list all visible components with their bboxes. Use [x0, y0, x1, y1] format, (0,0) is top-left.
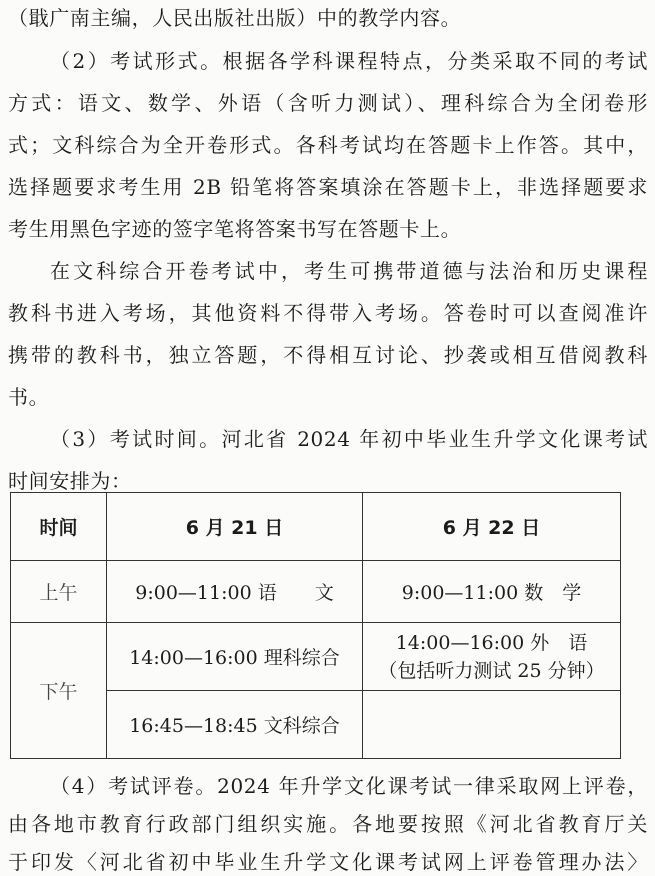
listening-test-note: （包括听力测试 25 分钟） [378, 659, 605, 682]
text-line: （2）考试形式。根据各学科课程特点，分类采取不同的考试 [50, 49, 648, 73]
text-line: 教科书进入考场，其他资料不得带入考场。答卷时可以查阅准许 [8, 301, 648, 325]
exam-schedule-table [10, 492, 621, 759]
text-line: 于印发〈河北省初中毕业生升学文化课考试网上评卷管理办法〉 [8, 850, 648, 874]
foreign-language-time: 14:00—16:00 外 语 [395, 631, 588, 654]
table-header-row [11, 493, 621, 561]
morning-label: 上午 [11, 561, 107, 623]
afternoon-day1-science: 14:00—16:00 理科综合 [107, 623, 363, 691]
text-line: （戢广南主编，人民出版社出版）中的教学内容。 [8, 6, 462, 30]
morning-day2-math: 9:00—11:00 数 学 [363, 561, 621, 623]
afternoon-day2-foreign-language [363, 623, 621, 691]
text-line: （4）考试评卷。2024 年升学文化课考试一律采取网上评卷， [50, 774, 648, 798]
text-line: 方式：语文、数学、外语（含听力测试）、理科综合为全闭卷形 [8, 91, 648, 115]
text-line: 式；文科综合为全开卷形式。各科考试均在答题卡上作答。其中， [8, 133, 648, 157]
text-line: 选择题要求考生用 2B 铅笔将答案填涂在答题卡上，非选择题要求 [8, 175, 648, 199]
text-line: 书。 [8, 385, 50, 409]
afternoon-day2-empty [363, 691, 621, 759]
afternoon-label: 下午 [11, 623, 107, 759]
header-june-21: 6 月 21 日 [107, 493, 363, 561]
text-line: 考生用黑色字迹的签字笔将答案书写在答题卡上。 [8, 217, 462, 241]
text-line: 携带的教科书，独立答题，不得相互讨论、抄袭或相互借阅教科 [8, 343, 648, 367]
text-line: 在文科综合开卷考试中，考生可携带道德与法治和历史课程 [50, 259, 648, 283]
header-time: 时间 [11, 493, 107, 561]
text-line: 时间安排为： [8, 469, 132, 493]
afternoon-day1-liberal-arts: 16:45—18:45 文科综合 [107, 691, 363, 759]
table-row-morning [11, 561, 621, 623]
text-line: 由各地市教育行政部门组织实施。各地要按照《河北省教育厅关 [8, 812, 648, 836]
table-row-afternoon-1 [11, 623, 621, 691]
text-line: （3）考试时间。河北省 2024 年初中毕业生升学文化课考试 [50, 427, 648, 451]
morning-day1-chinese: 9:00—11:00 语 文 [107, 561, 363, 623]
header-june-22: 6 月 22 日 [363, 493, 621, 561]
